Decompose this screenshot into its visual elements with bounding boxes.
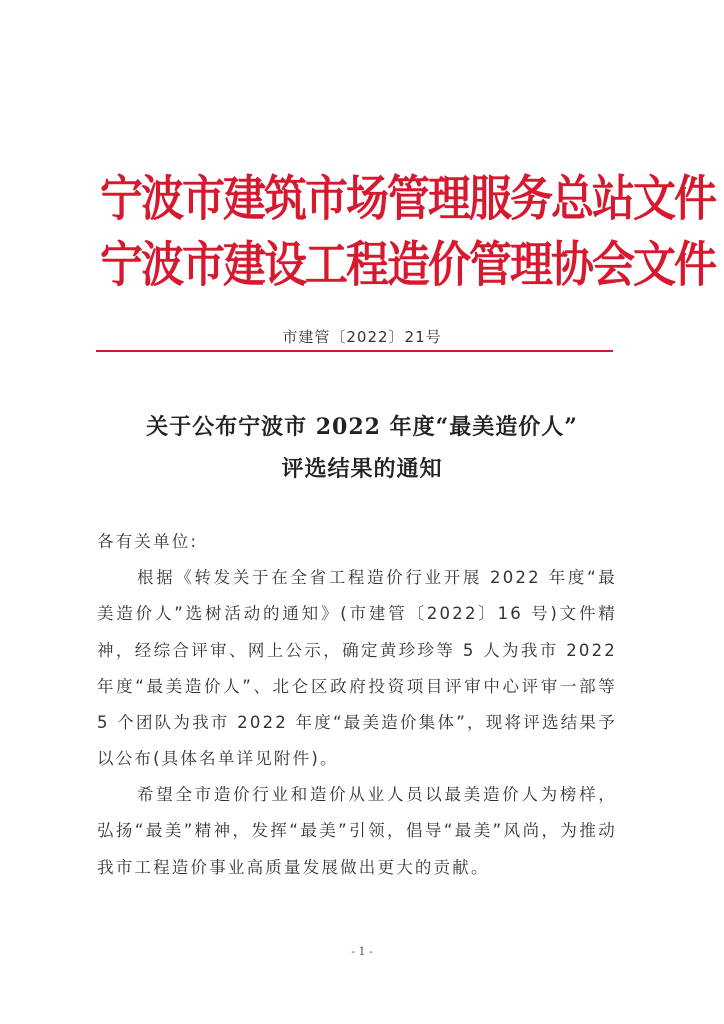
body-paragraph-2: 希望全市造价行业和造价从业人员以最美造价人为榜样，弘扬“最美”精神，发挥“最美”引领，倡导“最美”风尚，为推动我市工程造价事业高质量发展做出更大的贡献。 bbox=[97, 785, 617, 877]
salutation: 各有关单位: bbox=[97, 532, 199, 551]
red-divider-line bbox=[96, 350, 613, 352]
notice-title-line-1: 关于公布宁波市 2022 年度“最美造价人” bbox=[146, 414, 578, 440]
page-number: - 1 - bbox=[351, 945, 373, 958]
body-paragraph-1: 根据《转发关于在全省工程造价行业开展 2022 年度“最美造价人”选树活动的通知》(市建管〔2022〕16 号)文件精神，经综合评审、网上公示，确定黄珍珍等 5 人为我市 2022 年度“最美造价人”、北仑区政府投资项目评审中心评审一部等 5 个团队为我市 2022 年度“最美造价集体”，现将评选结果予以公布(具体名单详见附件)。 bbox=[97, 568, 617, 769]
notice-title-line-2: 评选结果的通知 bbox=[281, 456, 443, 482]
document-number: 市建管〔2022〕21号 bbox=[282, 328, 442, 346]
issuer-title-2: 宁波市建设工程造价管理协会文件 bbox=[100, 237, 715, 294]
issuer-title-1: 宁波市建筑市场管理服务总站文件 bbox=[100, 171, 715, 228]
